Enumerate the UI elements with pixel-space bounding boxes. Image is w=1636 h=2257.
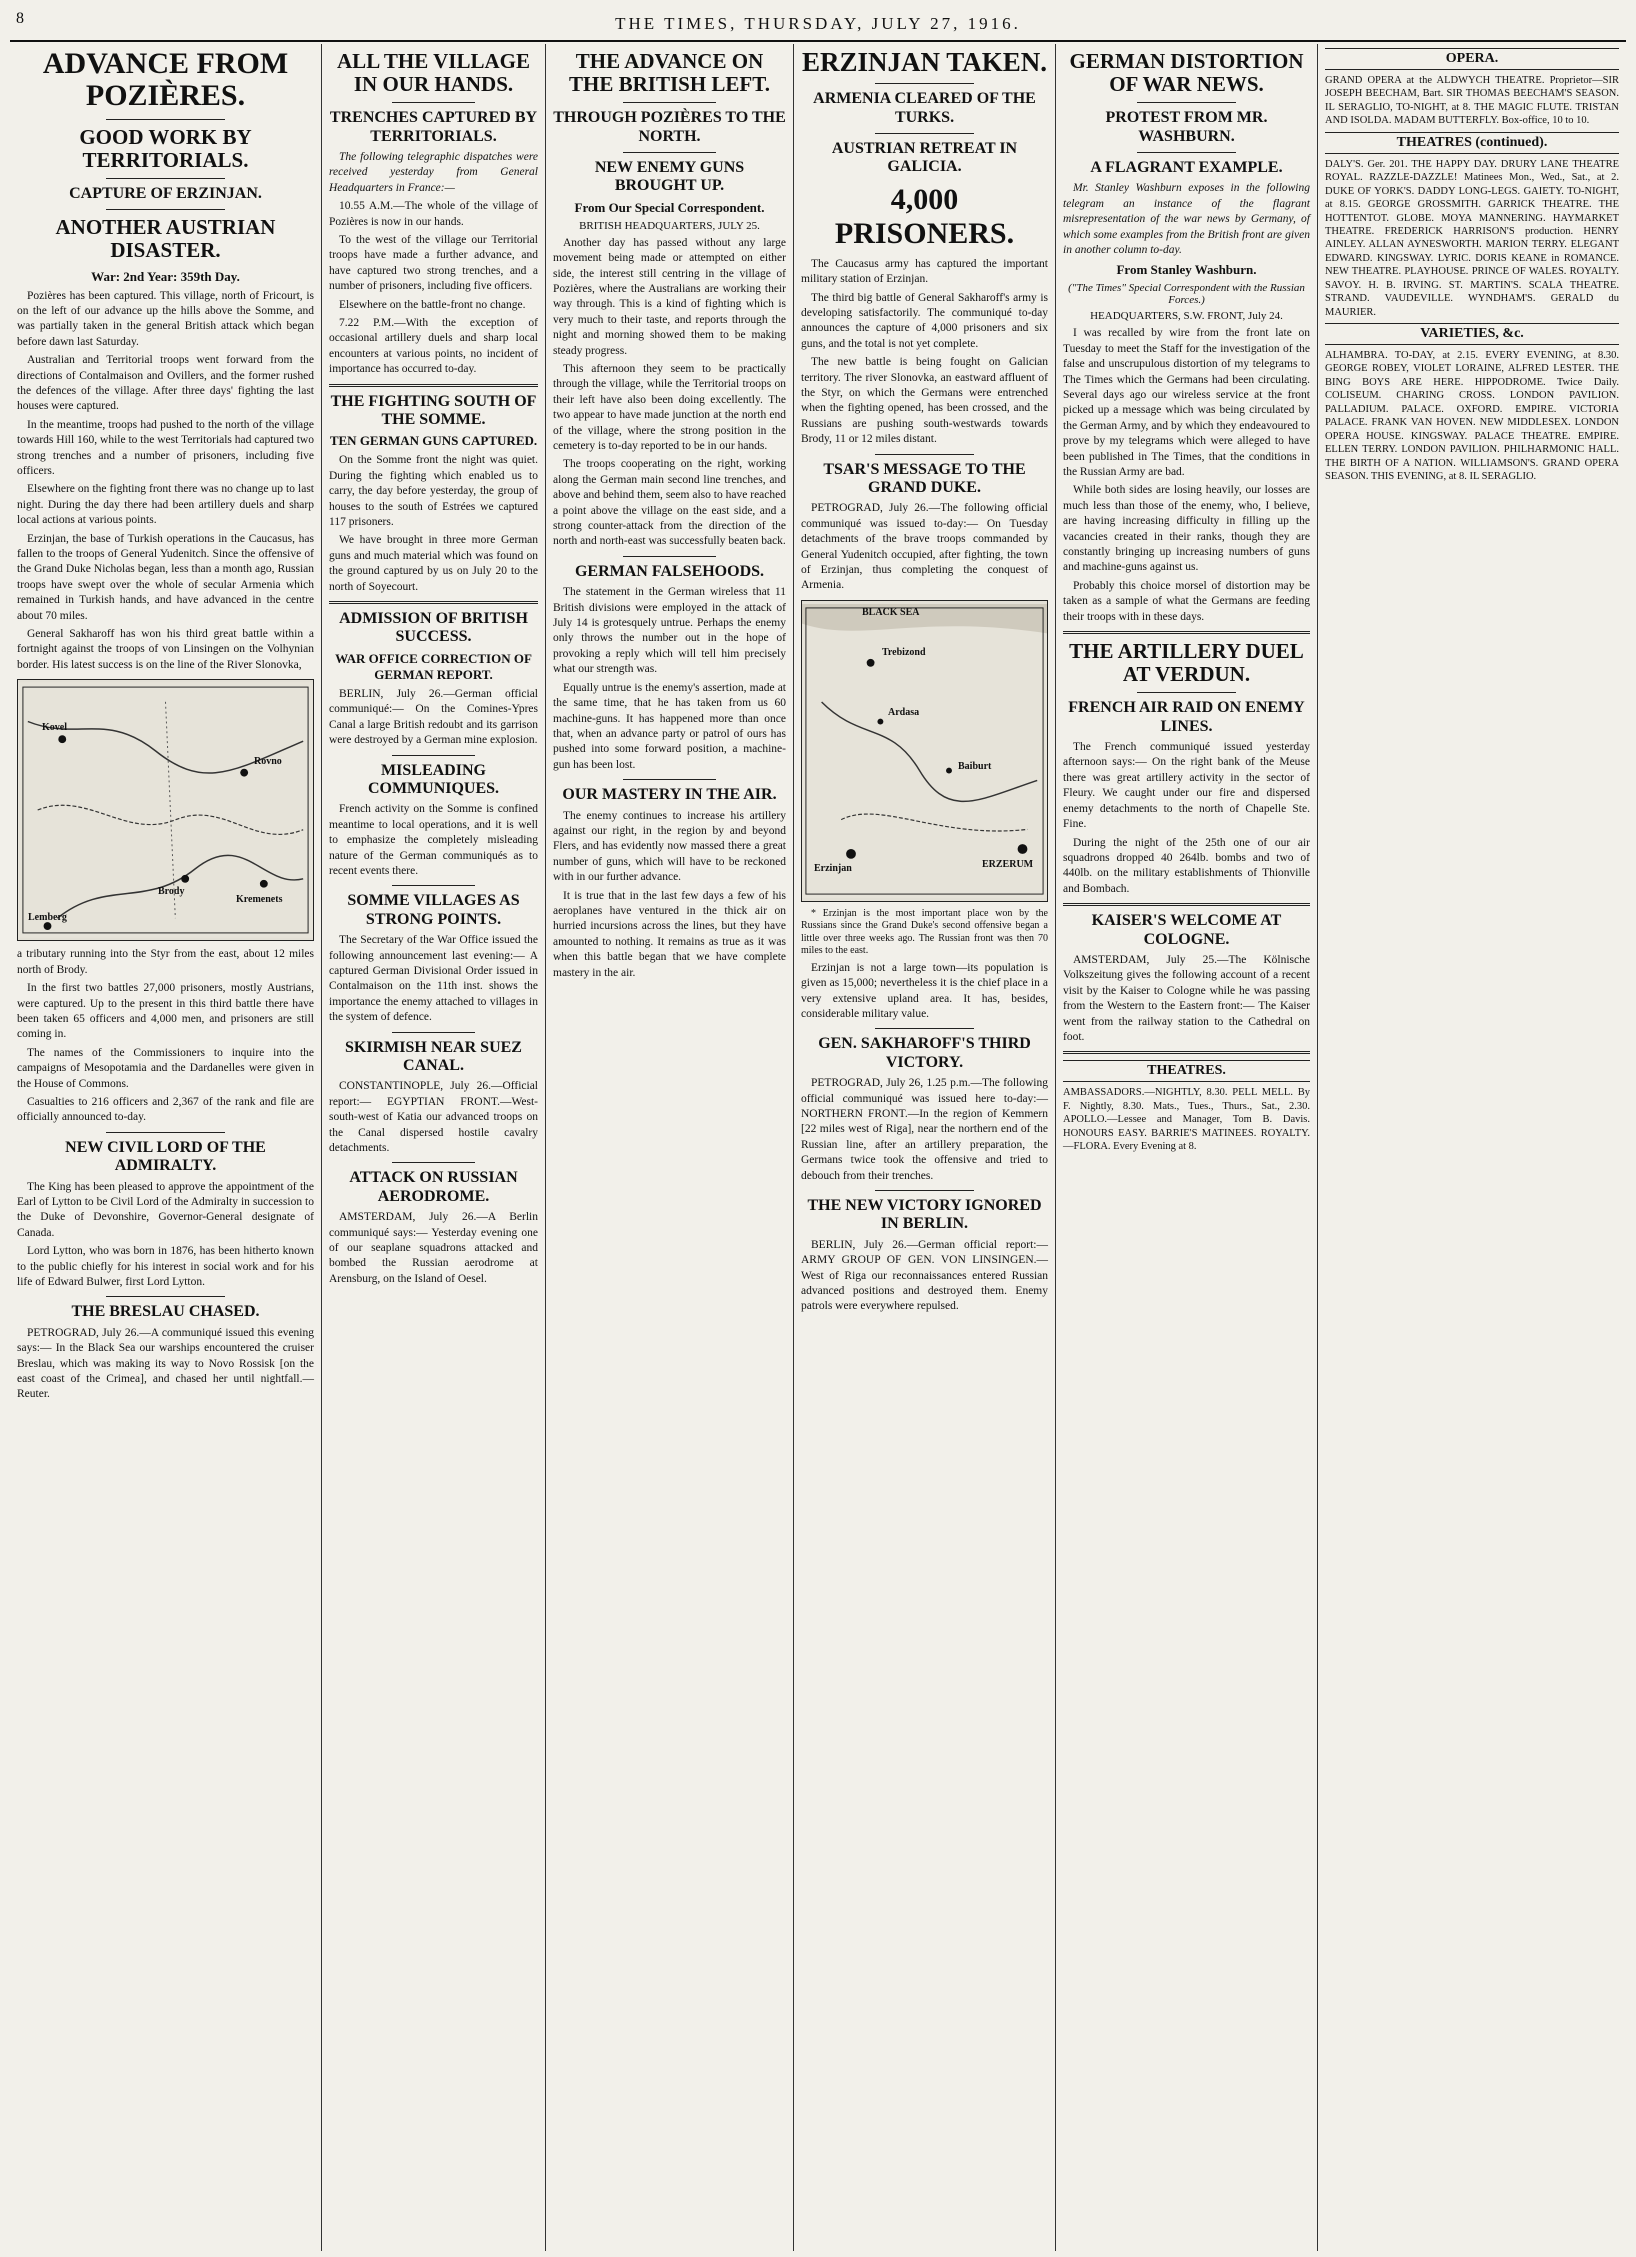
article-paragraph: The enemy continues to increase his artillery against our right, in the region by and beyond Flers, and has evidently now massed there a great number of guns, which will have to be reckoned with in our further advance. (553, 809, 786, 884)
divider (392, 755, 476, 756)
divider (392, 885, 476, 886)
subhead-austrian-disaster: ANOTHER AUSTRIAN DISASTER. (55, 215, 276, 263)
divider (329, 384, 538, 387)
byline: From Stanley Washburn. (1116, 262, 1257, 278)
subhead-mastery-air: OUR MASTERY IN THE AIR. (562, 786, 777, 804)
map-caption: * Erzinjan is the most important place won by the Russians since the Grand Duke's second offensive began a little over three weeks ago. The Russian front was then 70 miles to the east. (801, 907, 1048, 957)
subhead-falsehoods: GERMAN FALSEHOODS. (574, 562, 765, 580)
divider (106, 1132, 225, 1133)
article-paragraph: The statement in the German wireless that 11 British divisions were employed in the attack of July 14 is grotesquely untrue. Perhaps the enemy only throws the number out in the hope of provoking a reply which will tell him precisely what our strength was. (553, 586, 786, 676)
dateline: HEADQUARTERS, S.W. FRONT, July 24. (1090, 310, 1283, 323)
divider (623, 102, 716, 103)
divider (1063, 903, 1310, 906)
byline: From Our Special Correspondent. (574, 199, 765, 215)
dispatch-paragraph: 7.22 P.M.—With the exception of occasional artillery duels and sharp local encounters at various points, no incident of importance has occurred to-day. (329, 317, 538, 376)
article-paragraph: French activity on the Somme is confined meantime to local operations, and it is well to emphasize the completely misleading nature of the German communiqués as to recent events there. (329, 803, 538, 877)
article-paragraph: AMSTERDAM, July 26.—A Berlin communiqué says:— Yesterday evening one of our seaplane squadrons attacked and bombed the Russian aerodrome at Arensburg, on the Island of Oesel. (329, 1211, 538, 1285)
subhead-aerodrome: ATTACK ON RUSSIAN AERODROME. (349, 1169, 518, 1205)
dateline: BRITISH HEADQUARTERS, JULY 25. (579, 219, 760, 232)
headline-verdun: THE ARTILLERY DUEL AT VERDUN. (1069, 639, 1304, 687)
subhead-german-guns: TEN GERMAN GUNS CAPTURED. (329, 433, 538, 449)
map-label-erzerum: ERZERUM (982, 858, 1034, 870)
subhead-sakharoff: GEN. SAKHAROFF'S THIRD VICTORY. (818, 1035, 1031, 1071)
divider (392, 102, 476, 103)
article-paragraph: CONSTANTINOPLE, July 26.—Official report:— EGYPTIAN FRONT.—West-south-west of Katia our advanced troops on the Canal dispersed hostile cavalry detachments. (329, 1080, 538, 1154)
article-paragraph: The new battle is being fought on Galician territory. The river Slonovka, an eastward affluent of the Styr, on which the Germans were entrenched when the fighting opened, has been crossed, and the Russians are pushing south-westwards towards Brody, 11 or 12 miles distant. (801, 356, 1048, 446)
map-label-lemberg: Lemberg (28, 912, 67, 924)
divider (875, 1190, 974, 1191)
divider (1137, 152, 1236, 153)
divider (392, 1162, 476, 1163)
intro-paragraph: Mr. Stanley Washburn exposes in the following telegram an instance of the flagrant misrepresentation of the war news by Germany, of which some examples from the British front are given in another column to-day. (1063, 182, 1310, 256)
article-paragraph: The troops cooperating on the right, working along the German main second line trenches, and above and behind them, seem also to have reached a point above the village on the east side, and a strong counter-attack from the direction of the north and north-east was successfully beaten back. (553, 458, 786, 548)
opera-listings: GRAND OPERA at the ALDWYCH THEATRE. Proprietor—SIR JOSEPH BEECHAM, Bart. SIR THOMAS BEECHAM'S SEASON. IL SERAGLIO, TO-NIGHT, at 8. THE MAGIC FLUTE. TRISTAN AND ISOLDA. MADAM BUTTERFLY. Box-office, 10 to 10. (1325, 75, 1619, 127)
divider (623, 779, 716, 780)
dispatch-paragraph: Elsewhere on the battle-front no change. (339, 298, 526, 311)
subhead-breslau: THE BRESLAU CHASED. (71, 1303, 260, 1321)
summary-paragraph: Pozières has been captured. This village, north of Fricourt, is on the left of our advance up the hills above the Somme, and was partially taken in the general British attack which began before dawn last Saturday. (17, 289, 314, 348)
column-4 (794, 44, 1056, 2251)
article-paragraph: This afternoon they seem to be practically through the village, while the Territorial troops on their left have also been doing excellently. The two appear to have made junction at the north end of the village, where the strong position in the cemetery is to-day reported to be in our hands. (553, 363, 786, 453)
divider (1063, 1051, 1310, 1054)
divider (392, 1032, 476, 1033)
divider (106, 209, 225, 210)
summary-paragraph: Casualties to 216 officers and 2,367 of the rank and file are officially announced to-day. (17, 1095, 314, 1124)
column-6-advertisements (1318, 44, 1626, 2251)
summary-paragraph: In the first two battles 27,000 prisoners, mostly Austrians, were captured. Up to the present in this third battle there have been taken 65 officers and 4,000 men, and prisoners are still coming in. (17, 982, 314, 1041)
divider (1137, 102, 1236, 103)
subhead-somme-fighting: THE FIGHTING SOUTH OF THE SOMME. (330, 392, 537, 429)
map-label-erzinjan: Erzinjan (814, 862, 852, 874)
column-2 (322, 44, 546, 2251)
summary-paragraph: General Sakharoff has won his third great battle within a fortnight against the troops of von Linsingen on the Volhynian border. His latest success is on the line of the River Slonovka, (17, 628, 314, 671)
article-paragraph: Equally untrue is the enemy's assertion, made at the same time, that he has taken from us 60 machine-guns. It has happened more than once that, when an advance party or patrol of ours has pushed into some forward position, a machine-gun has been lost. (553, 681, 786, 771)
divider (623, 152, 716, 153)
subhead-war-office: WAR OFFICE CORRECTION OF GERMAN REPORT. (335, 650, 532, 682)
map-label-brody: Brody (158, 886, 185, 898)
article-paragraph: The third big battle of General Sakharoff's army is developing satisfactorily. The communiqué to-day announces the capture of 4,000 prisoners and six guns, and the total is not yet complete. (801, 291, 1048, 350)
subhead-armenia: ARMENIA CLEARED OF THE TURKS. (813, 90, 1036, 126)
theatres-heading: THEATRES. (1063, 1060, 1310, 1082)
summary-paragraph: Erzinjan, the base of Turkish operations in the Caucasus, has fallen to the troops of General Yudenitch. Since the offensive of the Grand Duke Nicholas began, less than a month ago, Russian troops have swept over the whole of secular Armenia which remained in Turkish hands, and have advanced in the centre about 70 miles. (17, 532, 314, 622)
headline-erzinjan: ERZINJAN TAKEN. (801, 47, 1048, 77)
article-paragraph: The Secretary of the War Office issued the following announcement last evening:— A captured German Divisional Order issued in Contalmaison on the 11th inst. shows the importance the enemy attached to villages in the system of defence. (329, 934, 538, 1024)
divider (1137, 692, 1236, 693)
divider (106, 178, 225, 179)
divider (623, 556, 716, 557)
column-1 (10, 44, 322, 2251)
intro-paragraph: The following telegraphic dispatches were received yesterday from General Headquarters in France:— (329, 150, 538, 194)
headline-advance-pozieres: ADVANCE FROM POZIÈRES. (42, 47, 289, 113)
theatres-continued-heading: THEATRES (continued). (1325, 132, 1619, 154)
subhead-suez: SKIRMISH NEAR SUEZ CANAL. (345, 1038, 522, 1074)
article-paragraph: The Caucasus army has captured the important military station of Erzinjan. (801, 257, 1048, 286)
article-paragraph: It is true that in the last few days a few of his aeroplanes have ventured in the thick air on hurried incursions across the lines, but they have amounted to nothing. It remains as true as it was when this battle began that we have complete mastery in the air. (553, 889, 786, 979)
divider (875, 454, 974, 455)
subhead-civil-lord: NEW CIVIL LORD OF THE ADMIRALTY. (65, 1138, 266, 1175)
subhead-pozieres-north: THROUGH POZIÈRES TO THE NORTH. (553, 109, 786, 145)
subhead-galicia: AUSTRIAN RETREAT IN GALICIA. (831, 139, 1018, 176)
headline-village: ALL THE VILLAGE IN OUR HANDS. (337, 49, 530, 97)
divider (875, 83, 974, 84)
article-paragraph: AMSTERDAM, July 25.—The Kölnische Volkszeitung gives the following account of a recent visit by the Kaiser to Cologne while he was passing from the Western to the Eastern front:— The Kaiser went from the railway station to the Cathedral on foot. (1063, 953, 1310, 1043)
article-paragraph: PETROGRAD, July 26.—A communiqué issued this evening says:— In the Black Sea our warships encountered the cruiser Breslau, which was making its way to Novo Rossisk [on the east coast of the Crimea], and chased her until nightfall.—Reuter. (17, 1326, 314, 1401)
map-label-kremenets: Kremenets (236, 894, 283, 906)
article-paragraph: BERLIN, July 26.—German official communiqué:— On the Comines-Ypres Canal a large British redoubt and its garrison were destroyed by a German mine explosion. (329, 687, 538, 747)
divider (106, 1296, 225, 1297)
subhead-flagrant: A FLAGRANT EXAMPLE. (1090, 158, 1283, 176)
map-label-ardasa: Ardasa (888, 706, 920, 718)
article-paragraph: Lord Lytton, who was born in 1876, has been hitherto known to the public chiefly for his interest in social work and for his life of Edward Bulwer, first Lord Lytton. (17, 1245, 314, 1288)
map-label-rovno: Rovno (254, 756, 282, 768)
article-paragraph: Probably this choice morsel of distortion may be taken as a sample of what the Germans are feeding their troops with in these days. (1063, 579, 1310, 623)
map-label-baiburt: Baiburt (958, 760, 992, 772)
summary-paragraph: The names of the Commissioners to inquire into the campaigns of Mesopotamia and the Dardanelles were given in the House of Commons. (17, 1046, 314, 1090)
masthead (10, 8, 1626, 42)
subhead-kaiser: KAISER'S WELCOME AT COLOGNE. (1091, 912, 1282, 948)
article-paragraph: Erzinjan is not a large town—its population is given as 15,000; nevertheless it is the chief place in a very extensive upland area. It has, besides, considerable military value. (801, 961, 1048, 1021)
map-label-kovel: Kovel (42, 722, 67, 734)
subhead-enemy-guns: NEW ENEMY GUNS BROUGHT UP. (594, 158, 745, 195)
column-5 (1056, 44, 1318, 2251)
summary-paragraph: a tributary running into the Styr from the east, about 12 miles north of Brody. (17, 948, 314, 976)
article-paragraph: PETROGRAD, July 26.—The following official communiqué was issued to-day:— On Tuesday detachments of the brave troops commanded by General Yudenitch occupied, after fighting, the town of Erzinjan, thus completing the conquest of Armenia. (801, 502, 1048, 592)
war-day-line: War: 2nd Year: 359th Day. (91, 268, 240, 284)
varieties-listings: ALHAMBRA. TO-DAY, at 2.15. EVERY EVENING, at 8.30. GEORGE ROBEY, VIOLET LORAINE, ALFRED LESTER. THE BING BOYS ARE HERE. HIPPODROME. Twice Daily. COLISEUM. CHARING CROSS. LONDON PAVILION. PALLADIUM. PALACE. OXFORD. EMPIRE. VICTORIA PALACE. FRANK VAN HOVEN. NEW MIDDLESEX. LONDON OPERA HOUSE. KINGSWAY. PALACE THEATRE. EMPIRE. ELLEN TERRY. LONDON PAVILION. PHILHARMONIC HALL. THE BIRTH OF A NATION. WILLIAMSON'S. GRAND OPERA SEASON. THIS EVENING, at 8. IL SERAGLIO. (1325, 350, 1619, 482)
headline-british-left: THE ADVANCE ON THE BRITISH LEFT. (569, 49, 770, 97)
divider (106, 119, 225, 120)
subhead-erzinjan: CAPTURE OF ERZINJAN. (69, 184, 262, 202)
summary-paragraph: In the meantime, troops had pushed to the north of the village towards Hill 160, while to the west Territorials had captured two strong trenches and a number of prisoners, including five officers. (17, 418, 314, 478)
theatre-listings: AMBASSADORS.—NIGHTLY, 8.30. PELL MELL. By F. Nightly, 8.30. Mats., Tues., Thurs., Sat., 2.30. APOLLO.—Lessee and Manager, Tom B. Davis. HONOURS EASY. BARRIE'S MATINEES. ROYALTY.—FLORA. Every Evening at 8. (1063, 1087, 1310, 1153)
varieties-heading: VARIETIES, &c. (1325, 323, 1619, 345)
divider (875, 1028, 974, 1029)
dispatch-paragraph: To the west of the village our Territorial troops have made a further advance, and have captured two strong trenches, and a number of prisoners, including five officers. (329, 234, 538, 293)
article-paragraph: BERLIN, July 26.—German official report:— ARMY GROUP OF GEN. VON LINSINGEN.—West of Riga our reconnaissances entered Russian advanced positions and destroyed them. Enemy patrols were everywhere repulsed. (801, 1238, 1048, 1313)
dispatch-paragraph: 10.55 A.M.—The whole of the village of Pozières is now in our hands. (329, 200, 538, 228)
volhynia-map (17, 679, 314, 941)
headline-prisoners: 4,000 PRISONERS. (834, 182, 1015, 250)
map-label-black-sea: BLACK SEA (862, 606, 920, 618)
page-number: 8 (16, 10, 24, 27)
divider (329, 601, 538, 604)
summary-paragraph: Australian and Territorial troops went forward from the directions of Contalmaison and Ovillers, and the former rushed the defences of the village. After three days' fighting the last houses were captured. (17, 354, 314, 413)
article-paragraph: On the Somme front the night was quiet. During the fighting which enabled us to carry, the day before yesterday, the group of houses to the south of Estrées we captured 117 prisoners. (329, 454, 538, 529)
masthead-title: THE TIMES, THURSDAY, JULY 27, 1916. (615, 14, 1021, 33)
column-3 (546, 44, 794, 2251)
theatre-listings: DALY'S. Ger. 201. THE HAPPY DAY. DRURY LANE THEATRE ROYAL. RAZZLE-DAZZLE! Matinees Mon., Wed., Sat., at 2. DUKE OF YORK'S. DADDY LONG-LEGS. GAIETY. TO-NIGHT, at 8.15. GEORGE GROSSMITH. GARRICK THEATRE. THE HOTTENTOT. GLOBE. MOYA MANNERING. HAYMARKET THEATRE. FREDERICK HARRISON'S production. HENRY AINLEY. ALLAN AYNESWORTH. MARION TERRY. ELEGANT EDWARD. KINGSWAY. LYRIC. DORIS KEANE in ROMANCE. NEW THEATRE. PLAYHOUSE. PRINCE OF WALES. ROYALTY. SAVOY. H. B. IRVING. ST. MARTIN'S. SCALA THEATRE. STRAND. VAUDEVILLE. WYNDHAM'S. GERALD du MAURIER. (1325, 158, 1619, 318)
subhead-berlin: THE NEW VICTORY IGNORED IN BERLIN. (807, 1197, 1042, 1233)
byline-sub: ("The Times" Special Correspondent with the Russian Forces.) (1068, 282, 1305, 307)
summary-paragraph: Elsewhere on the fighting front there was no change up to last night. During the day there had been artillery duels and sharp local actions at various points. (17, 483, 314, 527)
subhead-admission: ADMISSION OF BRITISH SUCCESS. (339, 610, 528, 646)
armenia-map (801, 600, 1048, 902)
headline-distortion: GERMAN DISTORTION OF WAR NEWS. (1069, 49, 1304, 97)
columns (10, 44, 1626, 2251)
subhead-tsar-message: TSAR'S MESSAGE TO THE GRAND DUKE. (823, 460, 1026, 496)
article-paragraph: We have brought in three more German guns and much material which was found on the ground captured by us on July 20 to the north of Soyecourt. (329, 534, 538, 593)
article-paragraph: PETROGRAD, July 26, 1.25 p.m.—The following official communiqué was issued here to-day:— NORTHERN FRONT.—In the region of Kemmern [22 miles west of Riga], near the northern end of the Russian line, after an artillery preparation, the Germans twice took the offensive and tried to debouch from their trenches. (801, 1077, 1048, 1182)
divider (875, 133, 974, 134)
subhead-misleading: MISLEADING COMMUNIQUES. (367, 761, 500, 797)
article-paragraph: While both sides are losing heavily, our losses are much less than those of the enemy, who, I believe, are having increasing difficulty in filling up the vacancies created in their ranks, though they are constantly bringing up increasing numbers of guns and machine-guns against us. (1063, 484, 1310, 574)
opera-heading: OPERA. (1325, 48, 1619, 70)
armenia-map-drawing (802, 601, 1047, 901)
divider (1063, 631, 1310, 634)
subhead-territorials: GOOD WORK BY TERRITORIALS. (79, 124, 252, 172)
article-paragraph: I was recalled by wire from the front late on Tuesday to meet the Staff for the investigation of the false and unscrupulous distortion of my telegrams to The Times which the Germans had been circulating. Several days ago our wireless service at the front picked up a message which was being circulated by the German Army, and by which they endeavoured to prove by my telegrams which were alleged to have been published in The Times, that the conditions in the Russian Army are bad. (1063, 327, 1310, 479)
subhead-somme-villages: SOMME VILLAGES AS STRONG POINTS. (347, 892, 520, 928)
map-label-trebizond: Trebizond (882, 646, 926, 658)
subhead-washburn: PROTEST FROM MR. WASHBURN. (1105, 109, 1268, 145)
article-paragraph: During the night of the 25th one of our air squadrons dropped 40 264lb. bombs and two of 440lb. on the military establishments of Thionville and Bombach. (1063, 836, 1310, 895)
subhead-trenches: TRENCHES CAPTURED BY TERRITORIALS. (329, 109, 538, 145)
article-paragraph: The French communiqué issued yesterday afternoon says:— On the right bank of the Meuse there was great artillery activity in the sector of Fleury. We caught under our fire and dispersed enemy detachments to the north of Chapelle Ste. Fine. (1063, 741, 1310, 831)
article-paragraph: The King has been pleased to approve the appointment of the Earl of Lytton to be Civil Lord of the Admiralty in succession to the Duke of Devonshire, Governor-General designate of Canada. (17, 1180, 314, 1239)
subhead-air-raid: FRENCH AIR RAID ON ENEMY LINES. (1068, 699, 1305, 735)
article-paragraph: Another day has passed without any large movement being made or attempted on either side, the interest still centring in the village of Pozières, where the Australians are working their way through. This is a kind of fighting which is very much to their taste, and reports through the night and morning showed them to be making steady progress. (553, 236, 786, 357)
